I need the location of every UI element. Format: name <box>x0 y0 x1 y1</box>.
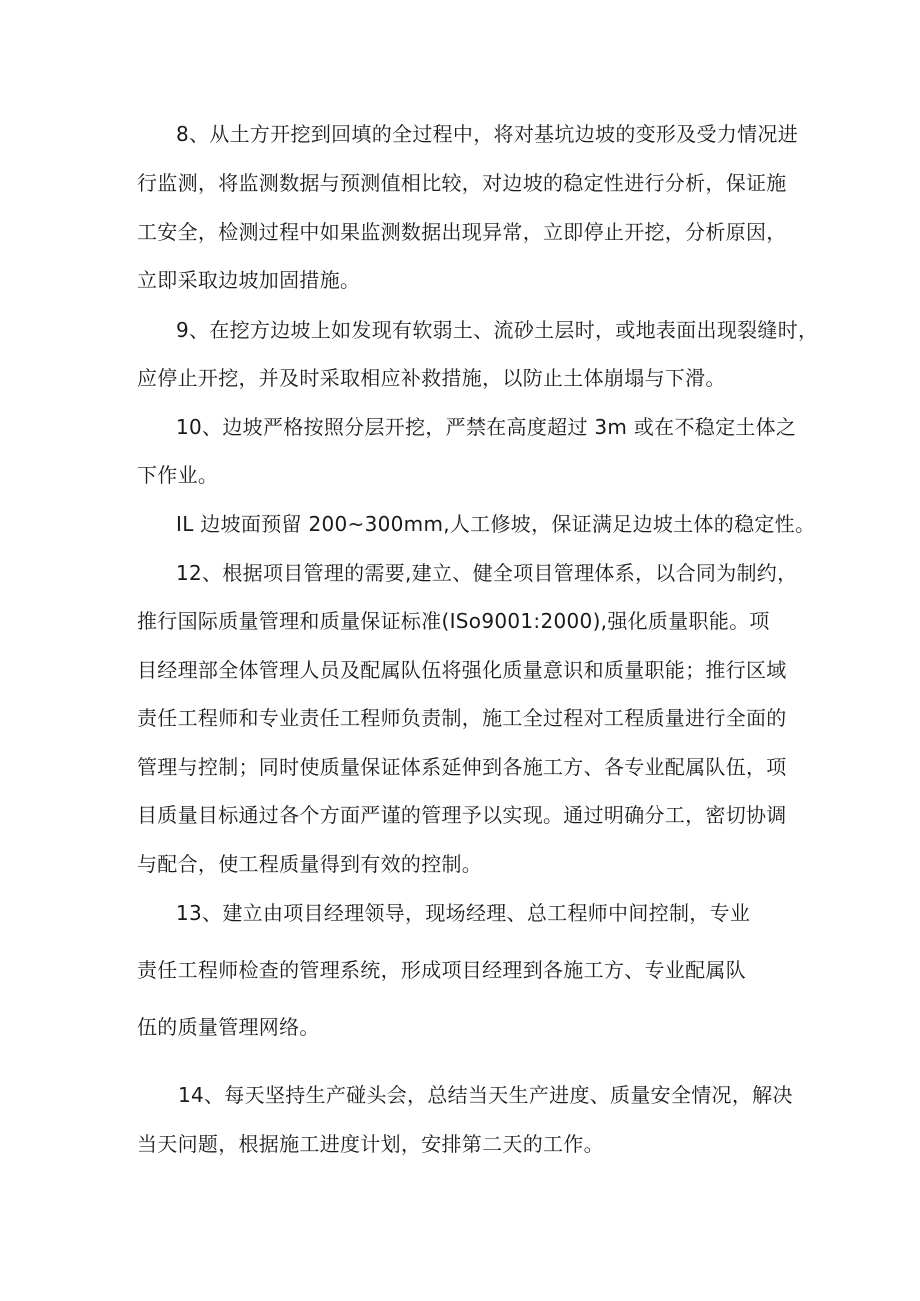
paragraph-13-line-2: 责任工程师检查的管理系统，形成项目经理到各施工方、专业配属队 <box>137 958 746 982</box>
paragraph-12-line-3: 目经理部全体管理人员及配属队伍将强化质量意识和质量职能；推行区域 <box>137 658 787 682</box>
paragraph-12-line-1: 12、根据项目管理的需要,建立、健全项目管理体系，以合同为制约， <box>176 561 798 585</box>
paragraph-8-line-3: 工安全，检测过程中如果监测数据出现异常，立即停止开挖，分析原因， <box>137 220 787 244</box>
paragraph-13-line-3: 伍的质量管理网络。 <box>137 1015 320 1039</box>
paragraph-10-line-1: 10、边坡严格按照分层开挖，严禁在高度超过 3m 或在不稳定土体之 <box>176 415 797 439</box>
paragraph-8-line-2: 行监测，将监测数据与预测值相比较，对边坡的稳定性进行分析，保证施 <box>137 171 787 195</box>
paragraph-12-line-4: 责任工程师和专业责任工程师负责制，施工全过程对工程质量进行全面的 <box>137 706 787 730</box>
paragraph-12-line-2: 推行国际质量管理和质量保证标准(ISo9001:2000),强化质量职能。项 <box>137 609 770 633</box>
paragraph-12-line-5: 管理与控制；同时使质量保证体系延伸到各施工方、各专业配属队伍，项 <box>137 755 787 779</box>
paragraph-14-line-2: 当天问题，根据施工进度计划，安排第二天的工作。 <box>137 1132 604 1156</box>
paragraph-9-line-2: 应停止开挖，并及时采取相应补救措施，以防止土体崩塌与下滑。 <box>137 366 726 390</box>
paragraph-14-line-1: 14、每天坚持生产碰头会，总结当天生产进度、质量安全情况，解决 <box>178 1083 793 1107</box>
paragraph-8-line-1: 8、从土方开挖到回填的全过程中，将对基坑边坡的变形及受力情况进 <box>176 122 799 146</box>
paragraph-12-line-7: 与配合，使工程质量得到有效的控制。 <box>137 852 483 876</box>
paragraph-11-line-1: IL 边坡面预留 200~300mm,人工修坡，保证满足边坡土体的稳定性。 <box>176 512 816 536</box>
paragraph-13-line-1: 13、建立由项目经理领导，现场经理、总工程师中间控制，专业 <box>176 901 751 925</box>
paragraph-10-line-2: 下作业。 <box>137 463 219 487</box>
paragraph-9-line-1: 9、在挖方边坡上如发现有软弱土、流砂土层时，或地表面出现裂缝时， <box>176 318 819 342</box>
paragraph-12-line-6: 目质量目标通过各个方面严谨的管理予以实现。通过明确分工，密切协调 <box>137 803 787 827</box>
paragraph-8-line-4: 立即采取边坡加固措施。 <box>137 268 361 292</box>
